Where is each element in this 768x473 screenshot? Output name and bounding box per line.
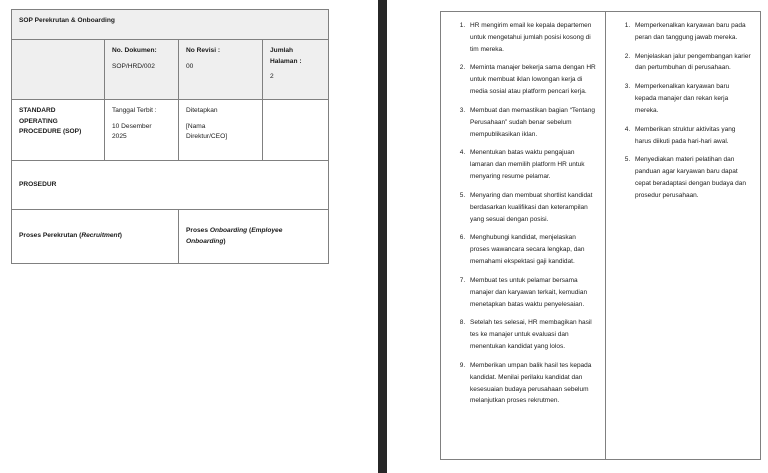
- no-dokumen-label: No. Dokumen:: [112, 47, 157, 54]
- sop-label-cell: [12, 100, 105, 161]
- sop-label-line3: PROCEDURE (SOP): [19, 128, 82, 136]
- document-page-right: [387, 0, 768, 473]
- ditetapkan-value-line1: [Nama: [186, 122, 206, 130]
- procedure-steps-table: [440, 11, 761, 460]
- table-row: [12, 40, 329, 100]
- sop-label-line2: OPERATING: [19, 117, 58, 125]
- empty-cell: [263, 100, 329, 161]
- no-revisi-value: 00: [186, 62, 194, 70]
- ditetapkan-cell: [179, 100, 263, 161]
- page-divider-bar: [378, 0, 387, 473]
- list-item: 9. Memberikan umpan balik hasil tes kepada kandidat. Menilai perilaku kandidat dan kesesuaian budaya perusahaan sebelum melanjutkan proses rekrutmen.: [467, 360, 597, 407]
- list-item: 1. HR mengirim email ke kepala departemen untuk mengetahui jumlah posisi kosong di tim mereka.: [467, 20, 597, 55]
- list-item: 3. Membuat dan memastikan bagian “Tentang Perusahaan” sudah benar sebelum mempublikasikan iklan.: [467, 105, 597, 140]
- table-row: [12, 10, 329, 40]
- proses-onboarding-italic-1: Onboarding: [209, 226, 248, 234]
- empty-cell: [12, 40, 105, 100]
- list-item: 2. Meminta manajer bekerja sama dengan HR untuk membuat iklan lowongan kerja di media sosial atau platform pencari kerja.: [467, 62, 597, 97]
- jumlah-halaman-value: 2: [270, 73, 274, 81]
- table-row: [12, 210, 329, 264]
- tanggal-terbit-value-line2: 2025: [112, 133, 127, 141]
- proses-onboarding-text-1: Proses: [186, 226, 210, 234]
- tanggal-terbit-value-line1: 10 Desember: [112, 122, 152, 130]
- proses-perekrutan-close: ): [119, 232, 122, 240]
- list-item: 6. Menghubungi kandidat, menjelaskan proses wawancara secara lengkap, dan memahami ekspektasi gaji kandidat.: [467, 232, 597, 267]
- jumlah-halaman-label-line1: Jumlah: [270, 47, 294, 54]
- list-item: 5. Menyaring dan membuat shortlist kandidat berdasarkan kualifikasi dan keterampilan yang sesuai dengan posisi.: [467, 190, 597, 225]
- proses-onboarding-italic-2: Employee Onboarding: [186, 226, 283, 245]
- list-item: 8. Setelah tes selesai, HR membagikan hasil tes ke manajer untuk evaluasi dan menentukan kandidat yang lolos.: [467, 317, 597, 352]
- tanggal-terbit-label: Tanggal Terbit :: [112, 107, 157, 114]
- proses-onboarding-cell: [179, 210, 329, 264]
- onboarding-steps-list: [610, 20, 752, 202]
- list-item: 4. Memberikan struktur aktivitas yang harus diikuti pada hari-hari awal.: [632, 124, 752, 148]
- document-page-left: [0, 0, 378, 473]
- no-dokumen-value: SOP/HRD/002: [112, 62, 155, 70]
- proses-perekrutan-text: Proses Perekrutan (: [19, 232, 82, 240]
- no-dokumen-cell: [105, 40, 179, 100]
- jumlah-halaman-label-line2: Halaman :: [270, 57, 302, 65]
- onboarding-steps-cell: [606, 12, 761, 460]
- jumlah-halaman-cell: [263, 40, 329, 100]
- prosedur-label: PROSEDUR: [12, 161, 329, 210]
- list-item: 3. Memperkenalkan karyawan baru kepada manajer dan rekan kerja mereka.: [632, 81, 752, 116]
- table-row: [12, 161, 329, 210]
- list-item: 5. Menyediakan materi pelatihan dan panduan agar karyawan baru dapat cepat beradaptasi dengan budaya dan prosedur perusahaan.: [632, 154, 752, 201]
- list-item: 1. Memperkenalkan karyawan baru pada peran dan tanggung jawab mereka.: [632, 20, 752, 44]
- list-item: 4. Menentukan batas waktu pengajuan lamaran dan memilih platform HR untuk menyaring resume pelamar.: [467, 147, 597, 182]
- table-row: [12, 100, 329, 161]
- ditetapkan-value-line2: Direktur/CEO]: [186, 133, 228, 141]
- tanggal-terbit-cell: [105, 100, 179, 161]
- recruitment-steps-cell: [441, 12, 606, 460]
- ditetapkan-label: Ditetapkan: [186, 107, 218, 114]
- sop-header-table: [11, 9, 329, 264]
- proses-onboarding-text-2: (: [247, 226, 252, 234]
- table-row: [441, 12, 761, 460]
- proses-onboarding-close: ): [223, 237, 226, 245]
- list-item: 7. Membuat tes untuk pelamar bersama manajer dan karyawan terkait, kemudian menetapkan batas waktu penyelesaian.: [467, 275, 597, 310]
- list-item: 2. Menjelaskan jalur pengembangan karier dan pertumbuhan di perusahaan.: [632, 51, 752, 75]
- sop-document-title: SOP Perekrutan & Onboarding: [12, 10, 329, 40]
- sop-label-line1: STANDARD: [19, 107, 56, 114]
- proses-perekrutan-cell: [12, 210, 179, 264]
- proses-perekrutan-italic: Recruitment: [81, 232, 120, 240]
- no-revisi-cell: [179, 40, 263, 100]
- recruitment-steps-list: [445, 20, 597, 407]
- no-revisi-label: No Revisi :: [186, 47, 221, 54]
